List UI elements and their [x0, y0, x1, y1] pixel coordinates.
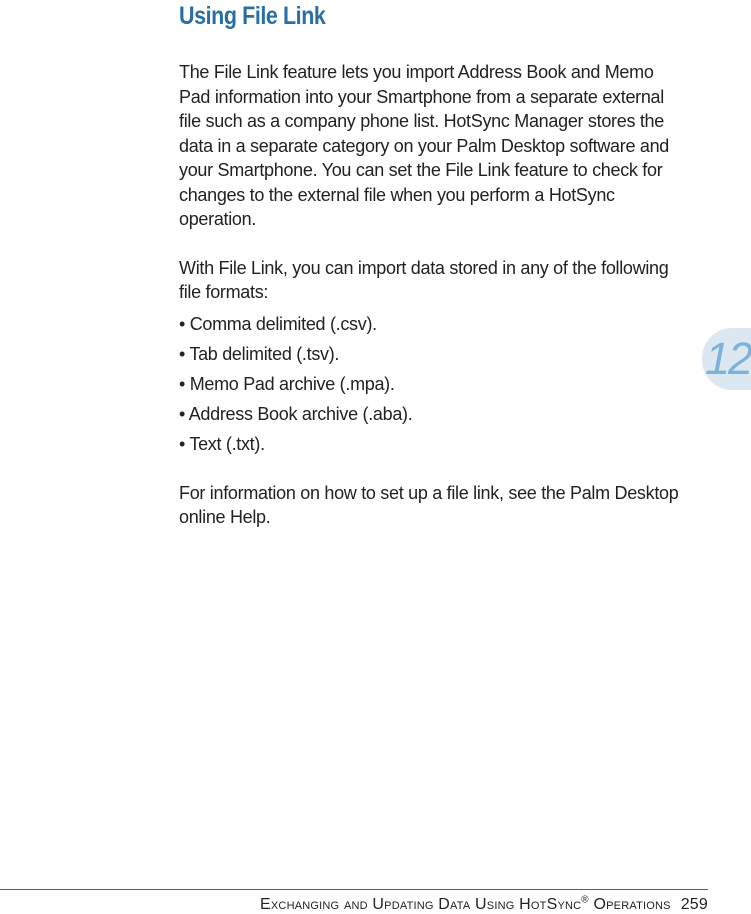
list-item: • Tab delimited (.tsv).: [179, 343, 340, 364]
intro-paragraph: The File Link feature lets you import Address Book and Memo Pad information into your Smartphone from a separate external file such as a company phone list. HotSync Manager stores the data in a separate category on your Palm Desktop software and your Smartphone. You can set the File Link feature to check for changes to the external file when you perform a HotSync operation.: [179, 62, 669, 229]
file-format-list: [179, 309, 689, 459]
chapter-number: 12: [705, 333, 751, 384]
footer-divider: [0, 889, 708, 890]
formats-intro-paragraph: With File Link, you can import data stored in any of the following file formats:: [179, 257, 669, 302]
help-reference-paragraph: For information on how to set up a file link, see the Palm Desktop online Help.: [179, 482, 679, 527]
page-number: 259: [680, 896, 708, 913]
page-footer: [260, 896, 708, 914]
registered-mark: ®: [581, 894, 589, 906]
list-item: • Address Book archive (.aba).: [179, 403, 413, 424]
running-title-end: Operations: [588, 896, 671, 913]
list-item: • Memo Pad archive (.mpa).: [179, 373, 395, 394]
body-content: [179, 60, 689, 530]
running-title: Exchanging and Updating Data Using HotSync: [260, 896, 582, 913]
list-item: • Text (.txt).: [179, 433, 265, 454]
list-item: • Comma delimited (.csv).: [179, 313, 377, 334]
section-heading: Using File Link: [179, 2, 326, 30]
